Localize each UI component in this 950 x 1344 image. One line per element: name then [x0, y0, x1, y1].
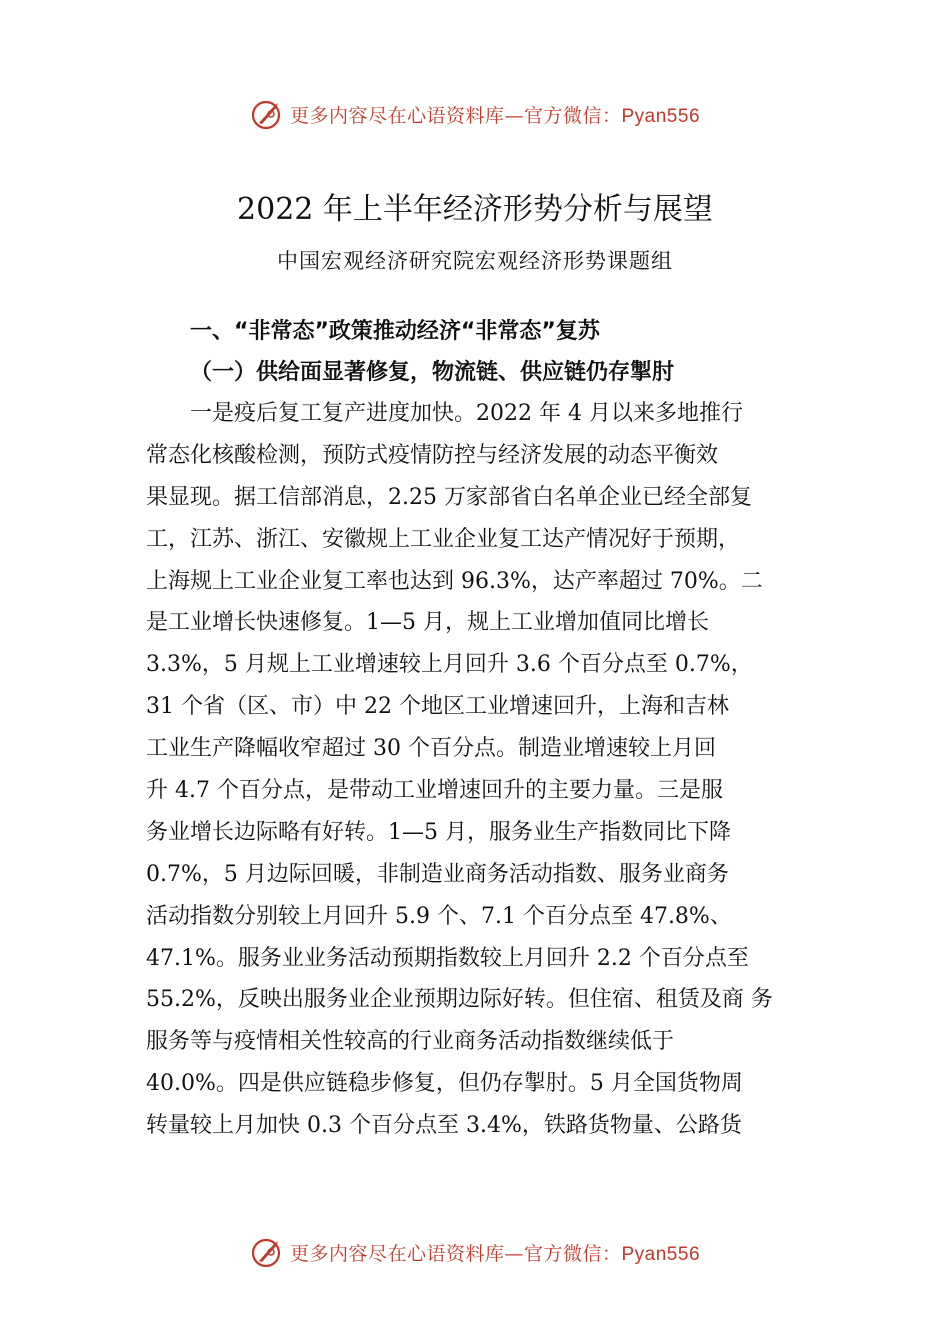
quill-logo-icon — [250, 97, 284, 131]
quill-logo-icon — [250, 1235, 284, 1269]
body-line: 47.1%。服务业业务活动预期指数较上月回升 2.2 个百分点至 — [146, 945, 749, 971]
document-subtitle: 中国宏观经济研究院宏观经济形势课题组 — [277, 249, 673, 273]
body-line: 0.7%，5 月边际回暖，非制造业商务活动指数、服务业商务 — [146, 861, 729, 887]
body-line: 3.3%，5 月规上工业增速较上月回升 3.6 个百分点至 0.7%， — [146, 652, 753, 678]
body-line: 是工业增长快速修复。1—5 月，规上工业增加值同比增长 — [146, 610, 709, 636]
body-line: 55.2%，反映出服务业企业预期边际好转。但住宿、租赁及商 务 — [146, 987, 773, 1013]
body-line: 一是疫后复工复产进度加快。2022 年 4 月以来多地推行 — [190, 401, 743, 426]
body-line: 40.0%。四是供应链稳步修复，但仍存掣肘。5 月全国货物周 — [146, 1071, 743, 1097]
body-line: 服务等与疫情相关性较高的行业商务活动指数继续低于 — [146, 1029, 675, 1055]
body-line: 活动指数分别较上月回升 5.9 个、7.1 个百分点至 47.8%、 — [146, 903, 732, 929]
body-line: 升 4.7 个百分点，是带动工业增速回升的主要力量。三是服 — [146, 778, 723, 804]
body-line: 工业生产降幅收窄超过 30 个百分点。制造业增速较上月回 — [146, 736, 716, 762]
body-line: 务业增长边际略有好转。1—5 月，服务业生产指数同比下降 — [146, 819, 731, 845]
header-banner — [0, 94, 950, 134]
document-title: 2022 年上半年经济形势分析与展望 — [237, 192, 713, 227]
body-line: 转量较上月加快 0.3 个百分点至 3.4%，铁路货物量、公路货 — [146, 1113, 742, 1139]
footer-banner — [0, 1232, 950, 1272]
wechat-id: Pyan556 — [621, 105, 701, 127]
body-line: 31 个省（区、市）中 22 个地区工业增速回升，上海和吉林 — [146, 694, 729, 720]
wechat-id: Pyan556 — [621, 1243, 701, 1265]
subsection-heading: （一）供给面显著修复，物流链、供应链仍存掣肘 — [190, 360, 675, 385]
body-line: 工，江苏、浙江、安徽规上工业企业复工达产情况好于预期， — [146, 526, 741, 552]
section-heading: 一、“非常态”政策推动经济“非常态”复苏 — [190, 319, 600, 344]
body-paragraph — [146, 393, 836, 1147]
body-line: 果显现。据工信部消息，2.25 万家部省白名单企业已经全部复 — [146, 484, 752, 510]
banner-text: 更多内容尽在心语资料库—官方微信：Pyan556 — [289, 1242, 701, 1265]
body-line: 常态化核酸检测，预防式疫情防控与经济发展的动态平衡效 — [146, 442, 719, 468]
body-line: 上海规上工业企业复工率也达到 96.3%，达产率超过 70%。二 — [146, 568, 763, 594]
banner-text: 更多内容尽在心语资料库—官方微信：Pyan556 — [289, 104, 701, 127]
